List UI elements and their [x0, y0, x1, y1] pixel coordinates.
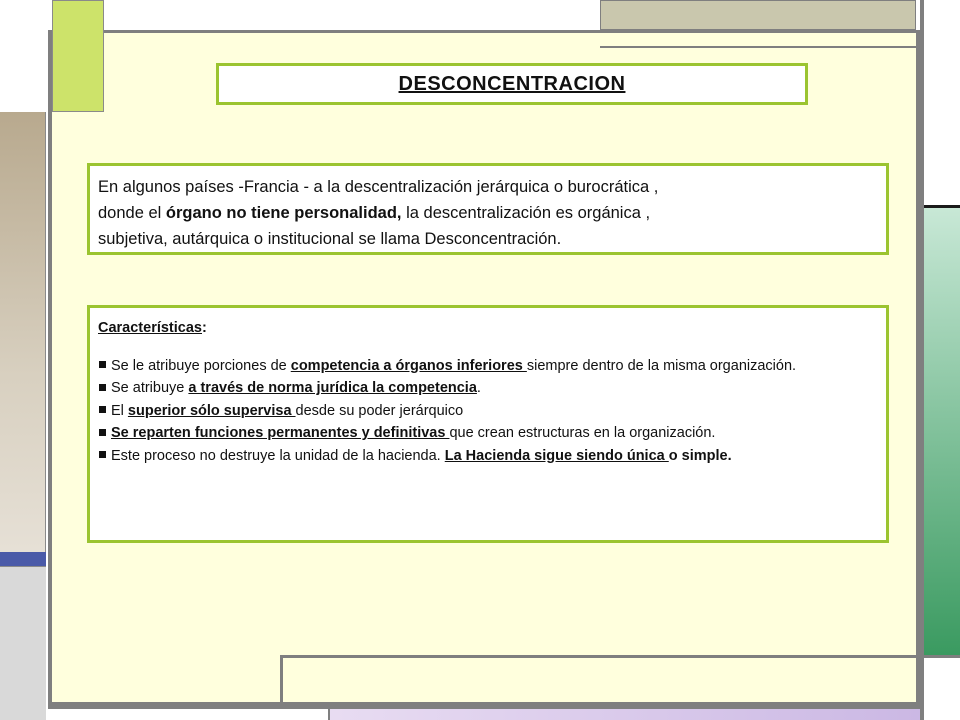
intro-text: la descentralización es orgánica ,: [401, 204, 651, 222]
decorative-green-gradient: [924, 208, 960, 656]
intro-line-3: subjetiva, autárquica o institucional se llama Desconcentración.: [98, 230, 562, 248]
item-text: desde su poder jerárquico: [295, 402, 464, 419]
intro-line-1: En algunos países -Francia - a la descentralización jerárquica o burocrática ,: [98, 178, 659, 196]
bullet-icon: [99, 451, 106, 458]
item-bold-text: simple.: [677, 447, 732, 464]
bullet-icon: [99, 384, 106, 391]
list-item: [98, 355, 878, 378]
item-text: .: [476, 380, 481, 396]
decorative-purple-strip: [328, 706, 920, 720]
decorative-line: [600, 46, 920, 48]
decorative-tan-block: [0, 112, 46, 552]
item-text: siempre dentro de la misma organización.: [526, 357, 797, 374]
decorative-blue-strip: [0, 552, 46, 566]
list-item: [98, 400, 878, 423]
item-emphasis: Se reparten funciones permanentes y definitivas: [111, 425, 450, 441]
heading-colon: :: [202, 320, 207, 336]
item-text: que crean estructuras en la organización.: [449, 425, 716, 441]
decorative-bottom-vline: [280, 655, 283, 705]
characteristics-heading-text: Características: [98, 320, 202, 336]
item-emphasis: competencia a órganos inferiores: [290, 357, 527, 374]
decorative-green-block: [52, 0, 104, 112]
decorative-gray-block: [0, 566, 46, 720]
list-item: [98, 377, 878, 400]
item-emphasis: La Hacienda sigue siendo única: [444, 447, 669, 464]
item-text: o: [668, 447, 678, 464]
item-text: Este proceso no destruye la unidad de la hacienda.: [111, 447, 445, 464]
item-text: Se le atribuye porciones de: [111, 357, 291, 374]
title-box: [216, 63, 808, 105]
bullet-icon: [99, 406, 106, 413]
page-title: DESCONCENTRACION: [398, 72, 626, 95]
item-text: Se atribuye: [111, 380, 189, 396]
item-emphasis: superior sólo supervisa: [127, 402, 296, 419]
intro-text: donde el: [98, 204, 166, 222]
bullet-icon: [99, 361, 106, 368]
decorative-bottom-line: [280, 655, 960, 658]
item-emphasis: a través de norma jurídica la competencia: [188, 380, 477, 396]
list-item: [98, 422, 878, 445]
characteristics-list: [98, 355, 878, 468]
bullet-icon: [99, 429, 106, 436]
characteristics-box: [87, 305, 889, 543]
list-item: [98, 445, 878, 468]
decorative-top-block: [600, 0, 916, 30]
characteristics-heading: [98, 317, 878, 340]
item-text: El: [111, 402, 128, 419]
intro-line-2: [98, 200, 878, 226]
decorative-bottom-strip: [48, 706, 328, 720]
intro-box: [87, 163, 889, 255]
intro-bold-text: órgano no tiene personalidad,: [165, 204, 402, 222]
